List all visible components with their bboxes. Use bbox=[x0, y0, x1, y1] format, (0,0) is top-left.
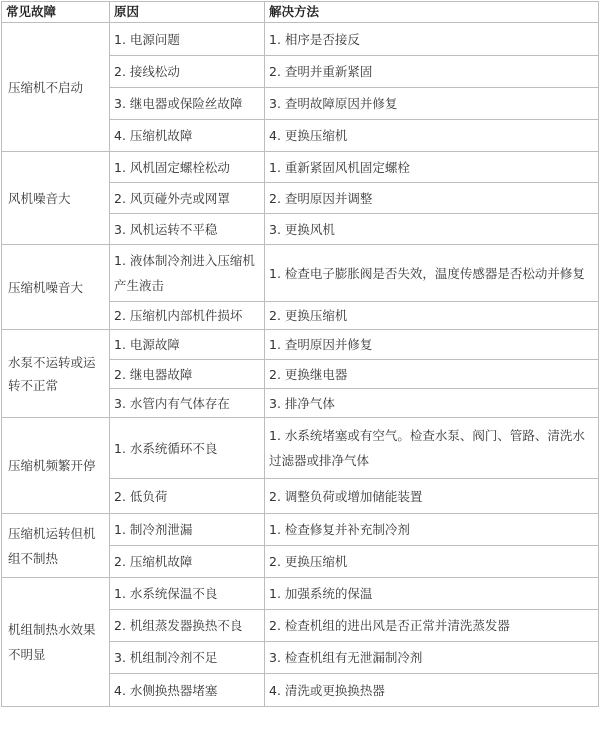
header-fault: 常见故障 bbox=[2, 2, 110, 23]
cause-cell: 2. 机组蒸发器换热不良 bbox=[110, 610, 265, 642]
fault-cell: 压缩机频繁开停 bbox=[2, 418, 110, 514]
solution-cell: 1. 加强系统的保温 bbox=[265, 578, 599, 610]
solution-cell: 2. 更换压缩机 bbox=[265, 546, 599, 578]
cause-cell: 2. 低负荷 bbox=[110, 479, 265, 514]
solution-cell: 1. 检查修复并补充制冷剂 bbox=[265, 514, 599, 546]
table-row bbox=[2, 245, 599, 302]
fault-cell: 压缩机噪音大 bbox=[2, 245, 110, 330]
header-row bbox=[2, 2, 599, 23]
solution-cell: 1. 水系统堵塞或有空气。检查水泵、阀门、管路、清洗水过滤器或排净气体 bbox=[265, 418, 599, 479]
cause-cell: 1. 水系统保温不良 bbox=[110, 578, 265, 610]
cause-cell: 1. 制冷剂泄漏 bbox=[110, 514, 265, 546]
cause-cell: 3. 风机运转不平稳 bbox=[110, 214, 265, 245]
fault-cell: 压缩机不启动 bbox=[2, 23, 110, 152]
cause-cell: 3. 继电器或保险丝故障 bbox=[110, 88, 265, 120]
cause-cell: 3. 机组制冷剂不足 bbox=[110, 642, 265, 674]
cause-cell: 1. 电源问题 bbox=[110, 23, 265, 56]
cause-cell: 1. 风机固定螺栓松动 bbox=[110, 152, 265, 183]
cause-cell: 2. 压缩机内部机件损坏 bbox=[110, 302, 265, 330]
solution-cell: 2. 查明并重新紧固 bbox=[265, 56, 599, 88]
solution-cell: 1. 查明原因并修复 bbox=[265, 330, 599, 360]
cause-cell: 4. 水侧换热器堵塞 bbox=[110, 674, 265, 707]
solution-cell: 2. 检查机组的进出风是否正常并清洗蒸发器 bbox=[265, 610, 599, 642]
header-solution: 解决方法 bbox=[265, 2, 599, 23]
cause-cell: 2. 接线松动 bbox=[110, 56, 265, 88]
table-row bbox=[2, 514, 599, 546]
cause-cell: 2. 风页碰外壳或网罩 bbox=[110, 183, 265, 214]
solution-cell: 4. 清洗或更换换热器 bbox=[265, 674, 599, 707]
solution-cell: 2. 更换压缩机 bbox=[265, 302, 599, 330]
solution-cell: 1. 重新紧固风机固定螺栓 bbox=[265, 152, 599, 183]
fault-cell: 风机噪音大 bbox=[2, 152, 110, 245]
solution-cell: 3. 查明故障原因并修复 bbox=[265, 88, 599, 120]
cause-cell: 1. 液体制冷剂进入压缩机产生液击 bbox=[110, 245, 265, 302]
cause-cell: 4. 压缩机故障 bbox=[110, 120, 265, 152]
table-row bbox=[2, 330, 599, 360]
solution-cell: 1. 相序是否接反 bbox=[265, 23, 599, 56]
solution-cell: 2. 更换继电器 bbox=[265, 360, 599, 389]
solution-cell: 4. 更换压缩机 bbox=[265, 120, 599, 152]
solution-cell: 3. 排净气体 bbox=[265, 389, 599, 418]
solution-cell: 3. 检查机组有无泄漏制冷剂 bbox=[265, 642, 599, 674]
solution-cell: 2. 调整负荷或增加储能装置 bbox=[265, 479, 599, 514]
table-row bbox=[2, 152, 599, 183]
solution-cell: 1. 检查电子膨胀阀是否失效，温度传感器是否松动并修复 bbox=[265, 245, 599, 302]
solution-cell: 3. 更换风机 bbox=[265, 214, 599, 245]
cause-cell: 2. 压缩机故障 bbox=[110, 546, 265, 578]
header-cause: 原因 bbox=[110, 2, 265, 23]
cause-cell: 2. 继电器故障 bbox=[110, 360, 265, 389]
cause-cell: 1. 电源故障 bbox=[110, 330, 265, 360]
solution-cell: 2. 查明原因并调整 bbox=[265, 183, 599, 214]
fault-table bbox=[1, 1, 599, 707]
fault-cell: 压缩机运转但机组不制热 bbox=[2, 514, 110, 578]
fault-cell: 水泵不运转或运转不正常 bbox=[2, 330, 110, 418]
table-row bbox=[2, 418, 599, 479]
fault-cell: 机组制热水效果不明显 bbox=[2, 578, 110, 707]
cause-cell: 1. 水系统循环不良 bbox=[110, 418, 265, 479]
table-row bbox=[2, 23, 599, 56]
table-row bbox=[2, 578, 599, 610]
cause-cell: 3. 水管内有气体存在 bbox=[110, 389, 265, 418]
